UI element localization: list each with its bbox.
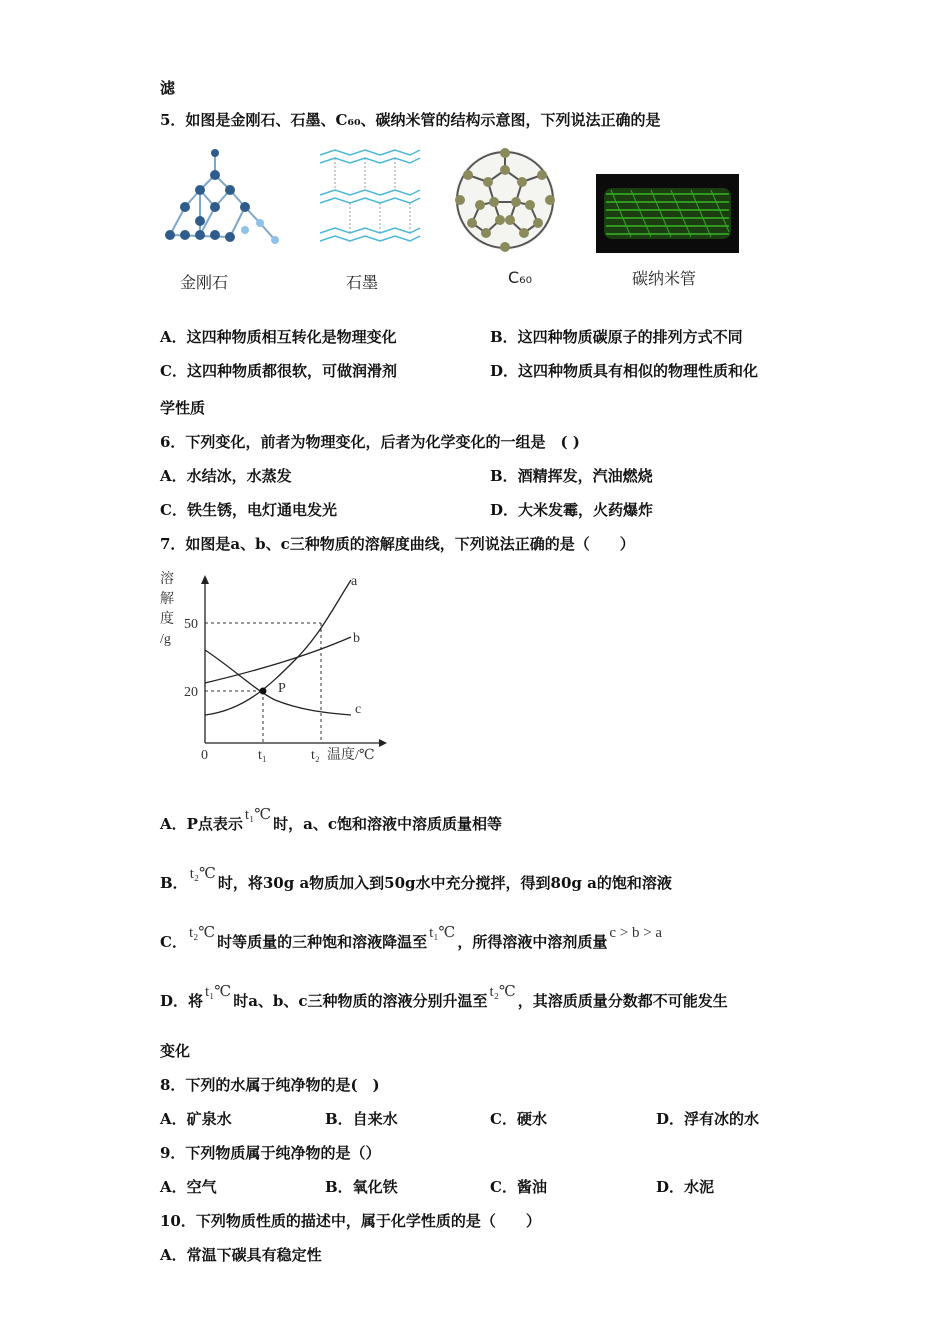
caption-diamond: 金刚石 bbox=[180, 273, 229, 292]
caption-nanotube: 碳纳米管 bbox=[632, 269, 697, 288]
caption-graphite: 石墨 bbox=[346, 273, 379, 292]
y-tick-20: 20 bbox=[184, 685, 198, 700]
q10-option-a: A．常温下碳具有稳定性 bbox=[160, 1246, 322, 1264]
y-label-4: /g bbox=[160, 632, 171, 647]
q7-d-math2: t₂℃ bbox=[489, 984, 516, 1000]
q5-option-d: D．这四种物质具有相似的物理性质和化 bbox=[490, 362, 759, 380]
y-tick-50: 50 bbox=[184, 617, 198, 632]
caption-c60: C₆₀ bbox=[508, 268, 532, 287]
y-label-2: 解 bbox=[160, 592, 174, 607]
solubility-curve-diagram bbox=[155, 565, 395, 765]
q7-a-post: 时，a、c饱和溶液中溶质质量相等 bbox=[273, 815, 502, 833]
q7-b-math: t₂℃ bbox=[189, 866, 216, 882]
q7-c-math2: t₁℃ bbox=[429, 925, 456, 941]
q8-option-d: D．浮有冰的水 bbox=[656, 1110, 760, 1128]
x-tick-t2: t₂ bbox=[311, 748, 320, 763]
q7-option-d bbox=[160, 984, 728, 1012]
q8-option-c: C．硬水 bbox=[490, 1110, 547, 1128]
q7-option-d-cont: 变化 bbox=[160, 1042, 191, 1060]
q6-option-c: C．铁生锈，电灯通电发光 bbox=[160, 501, 337, 519]
curve-label-c: c bbox=[355, 702, 362, 717]
nanotube-structure-image bbox=[596, 174, 739, 253]
point-label-p: P bbox=[278, 681, 286, 696]
q6-option-d: D．大米发霉，火药爆炸 bbox=[490, 501, 654, 519]
q7-c-mid: 时等质量的三种饱和溶液降温至 bbox=[217, 933, 428, 951]
q7-c-math1: t₂℃ bbox=[188, 925, 216, 941]
q5-option-b: B．这四种物质碳原子的排列方式不同 bbox=[490, 328, 743, 346]
q7-c-pre: C． bbox=[160, 933, 187, 951]
q7-option-a bbox=[160, 807, 502, 835]
q6-option-b: B．酒精挥发，汽油燃烧 bbox=[490, 467, 653, 485]
q6-stem: 6．下列变化，前者为物理变化，后者为化学变化的一组是 ( ) bbox=[160, 433, 580, 451]
c60-structure-image bbox=[450, 145, 560, 255]
q9-option-c: C．酱油 bbox=[490, 1178, 547, 1196]
q8-option-a: A．矿泉水 bbox=[160, 1110, 232, 1128]
q5-stem: 5．如图是金刚石、石墨、C₆₀、碳纳米管的结构示意图，下列说法正确的是 bbox=[160, 111, 661, 129]
q7-b-post: 时，将30g a物质加入到50g水中充分搅拌，得到80g a的饱和溶液 bbox=[217, 874, 672, 892]
y-label-3: 度 bbox=[160, 612, 174, 627]
x-tick-t1: t₁ bbox=[258, 748, 267, 763]
q7-a-math: t₁℃ bbox=[244, 807, 272, 823]
q7-d-post: ，其溶质质量分数都不可能发生 bbox=[517, 992, 728, 1010]
curve-label-b: b bbox=[353, 631, 360, 646]
point-p bbox=[260, 688, 267, 695]
q9-option-a: A．空气 bbox=[160, 1178, 217, 1196]
q9-option-b: B．氧化铁 bbox=[325, 1178, 398, 1196]
q6-option-a: A．水结冰，水蒸发 bbox=[160, 467, 292, 485]
x-axis-label: 温度/℃ bbox=[327, 748, 375, 763]
q5-option-c: C．这四种物质都很软，可做润滑剂 bbox=[160, 362, 397, 380]
q7-d-mid: 时a、b、c三种物质的溶液分别升温至 bbox=[233, 992, 488, 1010]
q5-option-a: A．这四种物质相互转化是物理变化 bbox=[160, 328, 397, 346]
q9-stem: 9．下列物质属于纯净物的是（） bbox=[160, 1144, 381, 1162]
q5-option-d-cont: 学性质 bbox=[160, 399, 206, 417]
q9-option-d: D．水泥 bbox=[656, 1178, 715, 1196]
curve-label-a: a bbox=[351, 574, 358, 589]
diamond-structure-image bbox=[160, 145, 280, 250]
q8-option-b: B．自来水 bbox=[325, 1110, 398, 1128]
q8-stem: 8．下列的水属于纯净物的是( ) bbox=[160, 1076, 380, 1094]
x-origin: 0 bbox=[201, 748, 208, 763]
q7-c-mid2: ，所得溶液中溶剂质量 bbox=[457, 933, 608, 951]
q7-b-pre: B． bbox=[160, 874, 188, 892]
q7-option-c bbox=[160, 925, 664, 953]
q7-c-math3: c > b > a bbox=[609, 925, 663, 941]
q7-a-pre: A．P点表示 bbox=[160, 815, 243, 833]
prev-line: 滤 bbox=[160, 79, 176, 97]
q7-d-pre: D．将 bbox=[160, 992, 204, 1010]
q7-option-b bbox=[160, 866, 672, 894]
q7-d-math1: t₁℃ bbox=[205, 984, 232, 1000]
q10-stem: 10．下列物质性质的描述中，属于化学性质的是（ ） bbox=[160, 1212, 541, 1230]
y-label-1: 溶 bbox=[160, 572, 174, 587]
graphite-structure-image bbox=[315, 145, 425, 245]
q7-stem: 7．如图是a、b、c三种物质的溶解度曲线，下列说法正确的是（ ） bbox=[160, 535, 635, 553]
